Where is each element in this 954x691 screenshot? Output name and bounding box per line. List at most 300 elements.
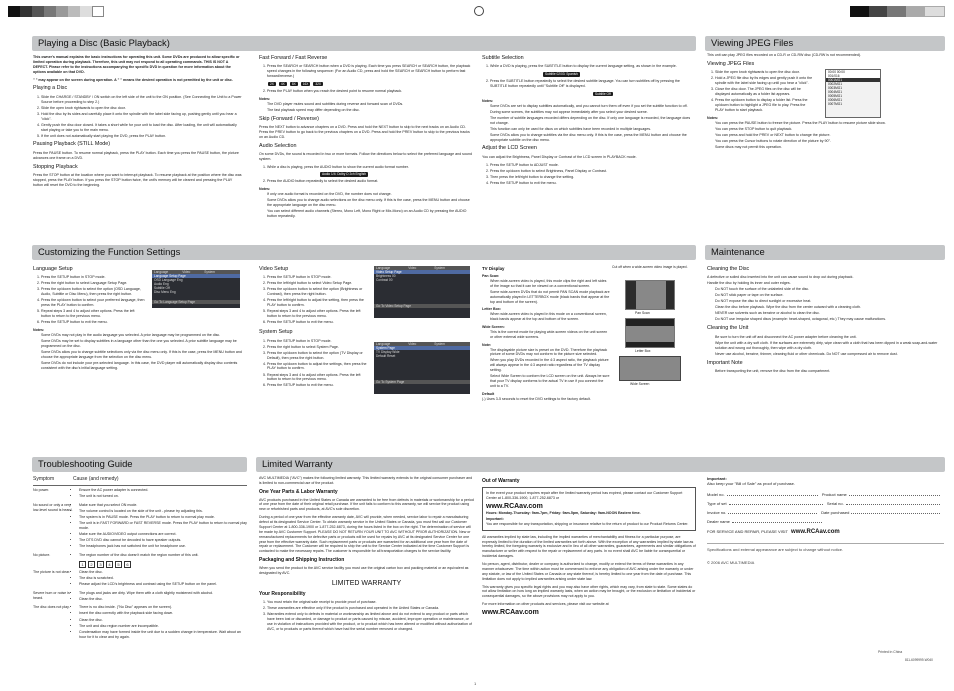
list-item: 3. Hold the disc by its sides and carefully place it onto the spindle with the label side facing up, pushing gently until you hear a "click". [41, 112, 243, 122]
heading: Subtitle Selection [482, 55, 524, 61]
limited-warranty-title: LIMITED WARRANTY [331, 579, 402, 587]
table-row [33, 503, 247, 550]
tv-col [482, 264, 610, 452]
list-item: 2. These warranties are effective only if the product is purchased and operated in the United States or Canada. [267, 606, 474, 611]
list-item: 1. While a DVD is playing, press the SUBTITLE button to display the current language setting, as shown in the example. [490, 64, 696, 69]
heading: Your Responsibility [259, 591, 306, 598]
file-row: 0005MG1 [828, 94, 842, 98]
cause-cell [73, 553, 247, 568]
region-icon: 3 [97, 561, 104, 568]
speed-pill: 2X [270, 81, 274, 86]
speed-pill: 32X [315, 81, 322, 86]
list-item: • The region number of the disc doesn't match the region number of this unit. [79, 553, 247, 558]
system-steps [259, 339, 371, 389]
screen-title: Language Setup Page [152, 274, 240, 278]
audio-notes [259, 192, 474, 219]
list-item: • Do NOT stick paper or tape on the surface. [715, 293, 944, 298]
list-item: • Make sure the AUDIO/VIDEO output connections are correct. [79, 532, 247, 537]
heading: Cleaning the Unit [707, 325, 749, 332]
heading: One Year Parts & Labor Warranty [259, 488, 338, 495]
service-website[interactable]: www.RCAav.com [791, 529, 840, 536]
tab-system: System [204, 270, 215, 274]
tv-wide-note: Cut off when a wide-screen video image is played. [612, 265, 688, 269]
table-row [33, 570, 247, 588]
video-setup-screen [374, 266, 470, 318]
heading: Fast Forward / Fast Reverse [259, 55, 328, 61]
list-item: • Do NOT expose the disc to direct sunlight or excessive heat. [715, 299, 944, 304]
sub-off-badge [592, 92, 696, 97]
divider [707, 543, 944, 544]
table-header [33, 476, 247, 486]
screen-caption: Go To Language Setup Page [152, 300, 240, 304]
paragraph: AVC MULTIMEDIA ("AVC") makes the following limited warranty. This limited warranty extends to the original consumer purchaser and is limited to non-commercial use of the product. [259, 476, 473, 485]
list-item: • Ensure the AC power adapter is connected. [79, 488, 247, 493]
paragraph: All warranties implied by state law, including the implied warranties of merchantability and fitness for a particular purpose, are expressly limited to the duration of the limited warranties set forth above. With the exception of any warranties implied by state law as hereby limited, the foregoing warranty is exclusive and in lieu of all other warranties, guarantees, agreements and similar obligations of manufacturer or seller with respect to the repair or replacement of any parts. In no event shall AVC be liable for consequential or incidental damages. [482, 534, 696, 559]
subtitle-osd: Subtitle 02/03: Spanish [545, 72, 578, 77]
section-band [32, 36, 696, 51]
tab-language: Language [154, 270, 169, 274]
ff-steps-2 [259, 89, 474, 94]
sub-notes [482, 104, 696, 143]
list-item: • Clean the disc. [79, 570, 247, 575]
color-swatch [906, 6, 925, 17]
sub-label: Letter Box: [482, 307, 501, 312]
symptom-cell: The picture is not clear. [33, 570, 71, 575]
heading: Important Note [707, 359, 743, 366]
notes-label: Notes: [33, 328, 45, 333]
form-line [707, 510, 944, 515]
list-item: • The system is in PAUSE mode. Press the PLAY button to return to normal play mode. [79, 515, 247, 520]
list-item: 2. Hold a JPEG file disc by its edges and gently push it onto the spindle with the label side facing up until you hear a "click". [715, 76, 815, 86]
speed-pill: 4X [280, 81, 285, 86]
list-item: • This is the correct mode for playing wide-screen videos on the unit screen or other external wide screens. [490, 330, 610, 340]
system-setup-screen [374, 342, 470, 394]
service-text: FOR SERVICE AND REPAIR, PLEASE VISIT [707, 529, 788, 535]
letter-items [482, 312, 610, 322]
menu-row: Brightness 00 [376, 274, 396, 278]
symptom-cell: The disc does not play. [33, 605, 70, 610]
list-item: 2. Slide the open knob rightwards to open the disc door. [41, 106, 243, 111]
service-line [707, 528, 944, 536]
list-item: • Some wide-screen DVDs that do not permit PAN SCAN mode playback are automatically played in LETTERBOX mode (black bands that appear at the top and bottom of the screen). [490, 290, 610, 305]
sub-badge [542, 72, 696, 77]
list-item: • Some DVDs may not play in the audio language you selected. A prior language may be programmed on the disc. [41, 333, 248, 338]
paragraph: You are responsible for any transportation, shipping or insurance relative to the return of product to our Product Returns Center. [486, 521, 689, 526]
screen-time: 00:00 00:00 [826, 70, 880, 74]
section-band [32, 245, 696, 260]
print-mark [44, 6, 56, 17]
language-setup-screen [152, 270, 240, 308]
list-item: 4. Press the SETUP button to exit the menu. [490, 181, 696, 186]
list-item: 1. Press the SETUP button in STOP mode. [41, 275, 145, 280]
list-item: • During some scenes, the subtitles may not appear immediately after you select your desired scene. [490, 110, 696, 115]
list-item: 6. Press the SETUP button to exit the menu. [267, 383, 371, 388]
list-item: • The number of subtitle languages recorded differs depending on the disc. If only one language is recorded, the language does not change. [490, 116, 696, 126]
video-col [259, 264, 371, 452]
symptom-cell: No picture. [33, 552, 51, 557]
support-website: www.RCAav.com [486, 502, 543, 510]
intro-text: This owner's manual explains the basic instructions for operating this unit. Some DVDs are produced to allow specific or limited operation during playback. Therefore, this unit may not respond to all operating commands. THIS IS NOT A DEFECT. Please refer to the instructions accompanying the specific DVD in question for more information about the options available on that DVD. [33, 55, 240, 74]
list-item: 1. Press the SETUP button to ADJUST mode. [490, 163, 696, 168]
field-fill[interactable] [732, 519, 822, 523]
list-item: • The plugs and jacks are dirty. Wipe them with a cloth slightly moistened with alcohol. [79, 591, 247, 596]
list-item: 5. Repeat steps 3 and 4 to adjust other options. Press the left button to return to the previous menu. [267, 309, 371, 319]
list-item: • Make sure that you select ON mode. [79, 503, 247, 508]
sub-label: Wide Screen: [482, 325, 505, 330]
print-mark [32, 6, 44, 17]
tab-language: Language [376, 266, 391, 270]
list-item: 3. Press the up/down button to select the option (OSD Language, Audio, Subtitle or Disc Menu), then press the right button. [41, 287, 145, 297]
list-item: 1. Press the SETUP button in STOP mode. [267, 339, 371, 344]
symptom-cell: No sound or only a very low-level sound is heard. [33, 502, 73, 512]
ff-notes [259, 102, 474, 113]
playing-col-2 [259, 53, 474, 243]
list-item: • Some DVDs may be set to display subtitles in a language other than the one you selected. A prior subtitle language may be programmed on the disc. [41, 339, 248, 349]
paragraph: You can adjust the Brightness, Panel Display or Contrast of the LCD screen in PLAYBACK mode. [482, 154, 637, 159]
heading: TV Display [482, 266, 505, 271]
paragraph: No person, agent, distributor, dealer or company is authorized to change, modify or extend the terms of these warranties in any manner whatsoever. The time within action must be commenced to enforce any obligation of AVC arising under the warranty or under any statute, or law of the United States or Canada or any state thereof, is hereby limited to one year from the date of purchase. This limitation does not apply to implied warranties arising under state law. [482, 562, 694, 581]
paragraph: (-) Uses 3-5 seconds to reset the DVD settings to the factory default. [482, 396, 591, 401]
list-item: • The disc is scratched. [79, 576, 247, 581]
heading: Skip (Forward / Reverse) [259, 115, 319, 122]
list-item: 1. You must retain the original sale receipt to provide proof of purchase. [267, 600, 474, 605]
playing-col-3 [482, 53, 696, 243]
list-item: • Before transporting the unit, remove the disc from the disc compartment. [715, 369, 944, 374]
list-item: 3. Close the disc door. The JPEG files on the disc will be displayed automatically as a folder list appears. [715, 87, 815, 97]
list-item: 2. Press the right button to select System Page. [267, 345, 371, 350]
region-icon: 5 [115, 561, 122, 568]
list-item: 3. Press the up/down button to select the option (TV Display or Default), then press the right button. [267, 351, 371, 361]
menu-row: OSD Language Eng [154, 278, 183, 282]
important-label: Important: [486, 516, 504, 521]
color-swatch [887, 6, 906, 17]
list-item: • You can press the STOP button to quit playback. [715, 127, 944, 132]
list-item: • Wipe the unit with a dry soft cloth. If the surfaces are extremely dirty, wipe clean with a cloth that has been dipped in a weak soap-and-water solution and wrung out thoroughly, then wipe with a dry cloth. [715, 341, 944, 351]
list-item: • The headphones jack has not switched the unit for headphone use. [79, 544, 247, 549]
table-row [33, 591, 247, 603]
registration-target [474, 6, 484, 16]
paragraph: Press the NEXT button to advance chapters on a DVD. Press and hold the NEXT button to skip to the next tracks on an Audio CD. Press the PREV button to go back to the previous chapters on a DVD. Press and hold the PREV button to skip to the previous tracks on an Audio CD. [259, 124, 470, 139]
support-hours: Hours: Monday-Thursday: 9am-7pm, Friday: 9am-5pm, Saturday: 9am-NOON Eastern time. [486, 511, 641, 516]
cause-cell [73, 503, 247, 550]
paragraph: On some DVDs, the sound is recorded in two or more formats. Follow the directions below to select the preferred language and sound system. [259, 151, 472, 161]
paragraph: Press the STOP button at the location where you want to interrupt playback. To resume playback at the position where the disc was stopped, press the PLAY button. If you press the STOP button twice, the unit's memory will be cleared and pressing the PLAY button will reset the DVD to the beginning. [33, 172, 242, 187]
list-item: • You can select different audio channels (Stereo, Mono Left, Mono Right or Mix-Mono) on an Audio CD by pressing the AUDIO button repeatedly. [267, 209, 474, 219]
list-item: • You can press the PAUSE button to freeze the picture. Press the PLAY button to resume picture slide show. [715, 121, 944, 126]
letter-box-caption: Letter Box [635, 349, 651, 353]
list-item: • The volume control is located on the side of the unit - please try adjusting this. [79, 509, 247, 514]
printed-in: Printed in China [878, 650, 903, 654]
list-item: • This function can only be used for discs on which subtitles have been recorded in multiple languages. [490, 127, 696, 132]
heading: System Setup [259, 329, 293, 336]
list-item: • Some DVDs allow you to change subtitle selections only via the disc menu only. If this is the case, press the MENU button and choose the appropriate language from the selection on the disc menu. [41, 350, 248, 360]
list-item: • When wide-screen video is played in this mode on a conventional screen, black bands appear at the top and bottom of the screen. [490, 312, 610, 322]
menu-row: Subtitle Off [154, 286, 170, 290]
sub-steps [482, 64, 696, 69]
heading: Playing a Disc [33, 85, 68, 92]
playing-col-1 [33, 55, 243, 243]
section-title: Troubleshooting Guide [38, 458, 133, 469]
heading: Out of Warranty [482, 478, 520, 484]
lang-steps [33, 275, 145, 325]
region-icons [79, 561, 247, 568]
sub-label: Pan Scan: [482, 273, 500, 278]
heading: Cleaning the Disc [707, 266, 750, 272]
tab-video: Video [182, 270, 191, 274]
menu-row: Contrast 00 [376, 278, 393, 282]
section-title: Playing a Disc (Basic Playback) [38, 37, 170, 48]
list-item: • Do NOT touch the surface of the unlabeled side of the disc. [715, 287, 944, 292]
print-mark [8, 6, 20, 17]
heading: Video Setup [259, 266, 289, 272]
doc-code: 811-6099999-W040 [905, 658, 933, 662]
list-item: 1. While a disc is playing, press the AUDIO button to show the current audio format number. [267, 165, 474, 170]
letter-box-illustration [625, 318, 675, 348]
list-item: • Clean the disc. [79, 597, 247, 602]
tab-system: System [434, 266, 445, 270]
list-item: • If only one audio format is recorded on the DVD, the number does not change. [267, 192, 474, 197]
list-item: 5. Repeat steps 3 and 4 to adjust other options. Press the left button to return to the previous menu. [41, 309, 145, 319]
warranty-col-3 [707, 476, 944, 686]
list-item: • Clean the disc. [79, 618, 247, 623]
form-line [707, 501, 944, 506]
pan-items [482, 279, 610, 305]
table-row [33, 488, 247, 500]
list-item: • NEVER use solvents such as benzine or alcohol to clean the disc. [715, 311, 944, 316]
list-item: 5. If the unit does not automatically start playing the DVD, press the PLAY button. [41, 134, 243, 139]
field-fill[interactable] [729, 501, 823, 505]
menu-row: Default Reset [376, 354, 396, 358]
tab-video: Video [408, 342, 417, 346]
section-band [32, 457, 247, 472]
speed-sequence [267, 82, 474, 87]
table-row [33, 605, 247, 640]
tab-language: Language [376, 342, 391, 346]
section-band [705, 36, 945, 51]
jpeg-notes [707, 121, 944, 150]
heading: Packaging and Shipping Instruction [259, 557, 345, 564]
list-item: • Select Wide Screen to conform the LCD screen on the unit. Always be sure that your TV display conforms to the actual TV in use if you connect the unit to a TV. [490, 374, 610, 389]
field-fill[interactable] [851, 510, 940, 514]
video-steps [259, 275, 371, 325]
list-item: • Some DVDs allow you to change audio selections on the disc menu only. If this is the case, press the MENU button and choose the appropriate language on the disc menu. [267, 198, 474, 208]
list-item: • Insert the disc correctly with the playback side facing down. [79, 611, 247, 616]
list-item: • Some DVDs allow you to change subtitles via the disc menu only. If this is the case, press the MENU button and choose the appropriate subtitle on the disc menu. [490, 133, 696, 143]
tv-notes [482, 348, 610, 389]
list-item: • The DVD player mutes sound and subtitles during reverse and forward scan of DVDs. [267, 102, 474, 107]
print-mark [20, 6, 32, 17]
field-label: Product name [821, 491, 847, 497]
cause-cell [73, 605, 247, 640]
list-item: • You can press and hold the PREV or NEXT button to change the picture. [715, 133, 944, 138]
heading: Audio Selection [259, 142, 297, 149]
list-item: • The unit is not turned on. [79, 494, 247, 499]
list-item: • Please adjust the LCD's brightness and contrast using the SETUP button on the panel. [79, 582, 247, 587]
list-item: 3. Press the up/down button to select the option (Brightness or Contrast), then press the right button. [267, 287, 371, 297]
color-swatch [924, 6, 945, 17]
list-item: • Some discs may not permit this operation. [715, 145, 944, 150]
notes-label: Notes: [259, 96, 271, 101]
list-item: 1. Press the SETUP button in STOP mode. [267, 275, 371, 280]
list-item: 2. Press the AUDIO button repeatedly to select the desired audio format. [267, 179, 474, 184]
field-label: Date purchased [821, 509, 850, 515]
pan-scan-inner [636, 281, 666, 309]
field-label: Dealer name [707, 518, 730, 524]
wide-screen-illustration [619, 356, 681, 381]
heading: Stopping Playback [33, 163, 78, 170]
section-band [705, 245, 945, 260]
file-row: 0002MG1 [828, 82, 842, 86]
col-symptom: Symptom [33, 476, 55, 482]
page-number: 1 [474, 681, 477, 686]
list-item: 2. Press the left/right button to select Video Setup Page. [267, 281, 371, 286]
paragraph: Press the PAUSE button. To resume normal playback, press the PLAY button. Each time you press the PAUSE button, the picture advances one frame on a DVD. [33, 150, 239, 160]
list-item: • When you play DVDs recorded in the 4:3 aspect ratio, the playback picture will always appear in the 4:3 aspect ratio regardless of the TV display setting. [490, 358, 610, 373]
wide-items [482, 330, 610, 340]
list-item: • The DTS DVD disc cannot be decoded to have speaker outputs. [79, 538, 247, 543]
note-items [707, 369, 944, 374]
field-fill[interactable] [846, 501, 940, 505]
color-swatch [869, 6, 888, 17]
list-item: 4. Press the up/down button to display a folder list. Press the up/down button to highlight a JPEG file to play. Press the PLAY button to start playback. [715, 98, 815, 113]
pan-scan-caption: Pan Scan [635, 311, 650, 315]
color-swatch [850, 6, 869, 17]
field-fill[interactable] [728, 510, 817, 514]
list-item: • Some DVDs do not include your pre-selected language. In this case, the DVD player will automatically display disc contents consistent with the disc's initial language setting. [41, 361, 248, 371]
notes-label: Notes: [259, 187, 271, 192]
heading: Language Setup [33, 266, 73, 272]
website-link[interactable]: www.RCAav.com [482, 609, 539, 617]
speed-pill: 16X [302, 81, 309, 86]
jpeg-folder-screen [825, 69, 881, 118]
list-item: • Be sure to turn the unit off and disconnect the AC power adapter before cleaning the unit. [715, 335, 944, 340]
section-band [256, 457, 945, 472]
cause-cell [73, 591, 247, 603]
form-line [707, 519, 826, 524]
symptom-cell: Severe hum or noise is heard. [33, 590, 70, 600]
paragraph: This warranty gives you specific legal rights and you may also have other rights, which may vary, from state to state. Some states do not allow limitation on how long an implied warranty lasts, when an action may be brought, or the exclusion or limitation of incidental or consequential damages, so the above provisions may not apply to you. [482, 584, 696, 599]
list-item: • The fast playback speed may differ depending on the disc. [267, 108, 474, 113]
spec-notice: Specifications and external appearance are subject to change without notice. [707, 546, 844, 552]
ff-steps [259, 64, 474, 79]
print-mark [68, 6, 80, 17]
lcd-steps [482, 163, 696, 186]
file-row: 0001MG1 [826, 78, 880, 82]
jpeg-steps [707, 70, 815, 113]
menu-row: Disc Menu Eng [154, 290, 176, 294]
notes-label: Note: [482, 342, 492, 347]
warranty-col-2 [482, 476, 696, 686]
field-label: Type of set [707, 500, 727, 506]
list-item: 3. Then press the left/right button to change the setting. [490, 175, 696, 180]
file-row: 0007MG1 [828, 102, 842, 106]
cause-cell [73, 488, 247, 500]
list-item: 6. Press the SETUP button to exit the menu. [267, 320, 371, 325]
copyright: © 2006 AVC MULTIMEDIA [707, 560, 755, 565]
list-item: 1. Slide the open knob rightwards to open the disc door. [715, 70, 815, 75]
sub-label: Default [482, 391, 495, 396]
trouble-table [33, 476, 247, 686]
list-item: • The displayable picture size is preset on the DVD. Therefore the playback picture of some DVDs may not conform to the picture size selected. [490, 348, 610, 358]
paragraph: This unit can play JPEG files recorded on a CD-R or CD-RW disc (CD-RW is not recommended). [707, 53, 862, 57]
list-item: 4. Gently push the disc door closed. It takes a short while for your unit to load the disc. After loading, the unit will automatically start playing or take you to the main menu. [41, 123, 243, 133]
list-item: • Condensation may have formed inside the unit due to a sudden change in temperature. Wait about an hour for it to clear and try again. [79, 630, 247, 640]
file-row: 0004MG1 [828, 90, 842, 94]
tab-system: System [434, 342, 445, 346]
heading: Adjust the LCD Screen [482, 145, 537, 152]
col-cause: Cause (and remedy) [73, 476, 119, 482]
field-fill[interactable] [849, 492, 940, 496]
region-icon: 4 [106, 561, 113, 568]
screen-caption: Go To System Page [374, 380, 470, 384]
paragraph: When you send the product to the AVC service facility you must use the original carton box and packing material or an equivalent as designated by AVC. [259, 565, 469, 575]
file-row: 0003MG1 [828, 86, 842, 90]
heading: Pausing Playback (STILL Mode) [33, 141, 111, 148]
region-icon: 6 [124, 561, 131, 568]
print-mark [80, 6, 92, 17]
form-line [707, 492, 944, 497]
section-title: Limited Warranty [262, 458, 333, 469]
paragraph: For more information on other products and services, please visit our website at [482, 602, 609, 607]
table-row [33, 553, 247, 568]
unit-items [707, 335, 944, 357]
heading: Viewing JPEG Files [707, 60, 755, 67]
wide-screen-caption: Wide Screen [630, 382, 650, 386]
support-box [482, 487, 696, 531]
maint-col [707, 264, 944, 452]
paragraph: AVC products purchased in the United States or Canada are warranted to be free from defects in materials or workmanship for a period of one year from the date of their original retail purchase. If the unit fails to conform to this warranty, we will service the product using new or refurbished parts and products, at AVC's sole discretion. [259, 497, 474, 512]
screen-folder: 001/016 [826, 74, 880, 78]
subtitle-off-osd: Subtitle Off [595, 91, 611, 96]
list-item: 6. Press the SETUP button to exit the menu. [41, 320, 145, 325]
speed-pill: 8X [291, 81, 296, 86]
list-item: • Never use alcohol, benzine, thinner, cleaning fluid or other chemicals. Do NOT use compressed air to remove dust. [715, 352, 944, 357]
screen-title: System Page [374, 346, 470, 350]
list-item: • Do NOT use irregular shaped discs (example: heart-shaped, octagonal, etc.) They may cause malfunctions. [715, 317, 944, 322]
intro-text-2: " " may appear on the screen during operation. A " " means the desired operation is not permitted by the unit or disc. [33, 77, 233, 82]
disc-items [707, 287, 944, 322]
audio-steps [259, 165, 474, 170]
lang-notes [33, 333, 248, 371]
list-item: • Clean the disc before playback. Wipe the disc from the center outward with a cleaning cloth. [715, 305, 944, 310]
field-fill[interactable] [727, 492, 818, 496]
tab-video: Video [408, 266, 417, 270]
list-item: 2. Press the right button to select Language Setup Page. [41, 281, 145, 286]
list-item: 5. Repeat steps 3 and 4 to adjust other options. Press the left button to return to the previous menu. [267, 373, 371, 383]
list-item: 2. Press the SUBTITLE button repeatedly to select the desired subtitle language. You can turn subtitles off by pressing the SUBTITLE button repeatedly until "Subtitle Off" is displayed. [490, 79, 696, 89]
field-label: Invoice no. [707, 509, 727, 515]
audio-steps-2 [259, 179, 474, 184]
sub-steps-2 [482, 79, 696, 89]
list-item: 1. Slide the CHARGE / STANDBY / ON switch on the left side of the unit to the ON position. (See Connecting the Unit to a Power Source before proceeding to step 2.) [41, 95, 243, 105]
audio-osd: Audio 1/4: Dolby D 2ch English [322, 172, 366, 177]
color-bar [850, 6, 945, 17]
list-item: 4. Press the left/right button to adjust the setting, then press the PLAY button to confirm. [267, 298, 371, 308]
field-label: Model no. [707, 491, 725, 497]
screen-title: Video Setup Page [374, 270, 470, 274]
letter-box-inner [626, 326, 674, 342]
screen-caption: Go To Video Setup Page [374, 304, 470, 308]
notes-label: Notes: [707, 115, 719, 120]
audio-badge [319, 172, 474, 177]
list-item: 4. Press the up/down button to adjust the settings, then press the PLAY button to confirm. [267, 362, 371, 372]
paragraph: Handle the disc by holding its inner and outer edges. [707, 281, 791, 286]
paragraph: During a period of one year from the effective warranty date, AVC will provide, when needed, service labor to repair a manufacturing defect at its designated Service Center. To obtain warranty service in the United States or Canada, you must first call our Customer Support Center at 1-800-336-1900 or 1-877-252-6873, during the hours listed in the box on the right. The determination of service will be made by AVC Customer Support. PLEASE DO NOT RETURN YOUR UNIT TO AVC WITHOUT PRIOR AUTHORIZATION. New or remanufactured replacements for defective parts or products will be used for repairs by AVC at its designated Service Center for one year from the effective warranty date. Such replacement parts or products are warranted for an additional one year from the date of repair or replacement. The Customer will be required to ship the unit to the Service Center indicated at the time Customer Support is contacted to make the necessary repairs. The customer is responsible for all transportation charges to the service facility. [259, 515, 471, 554]
list-item: • The unit and disc region number are incompatible. [79, 624, 247, 629]
print-marks [8, 6, 108, 17]
pan-scan-illustration [625, 280, 675, 310]
list-item: 2. Press the up/down button to select Brightness, Panel Display or Contrast. [490, 169, 696, 174]
